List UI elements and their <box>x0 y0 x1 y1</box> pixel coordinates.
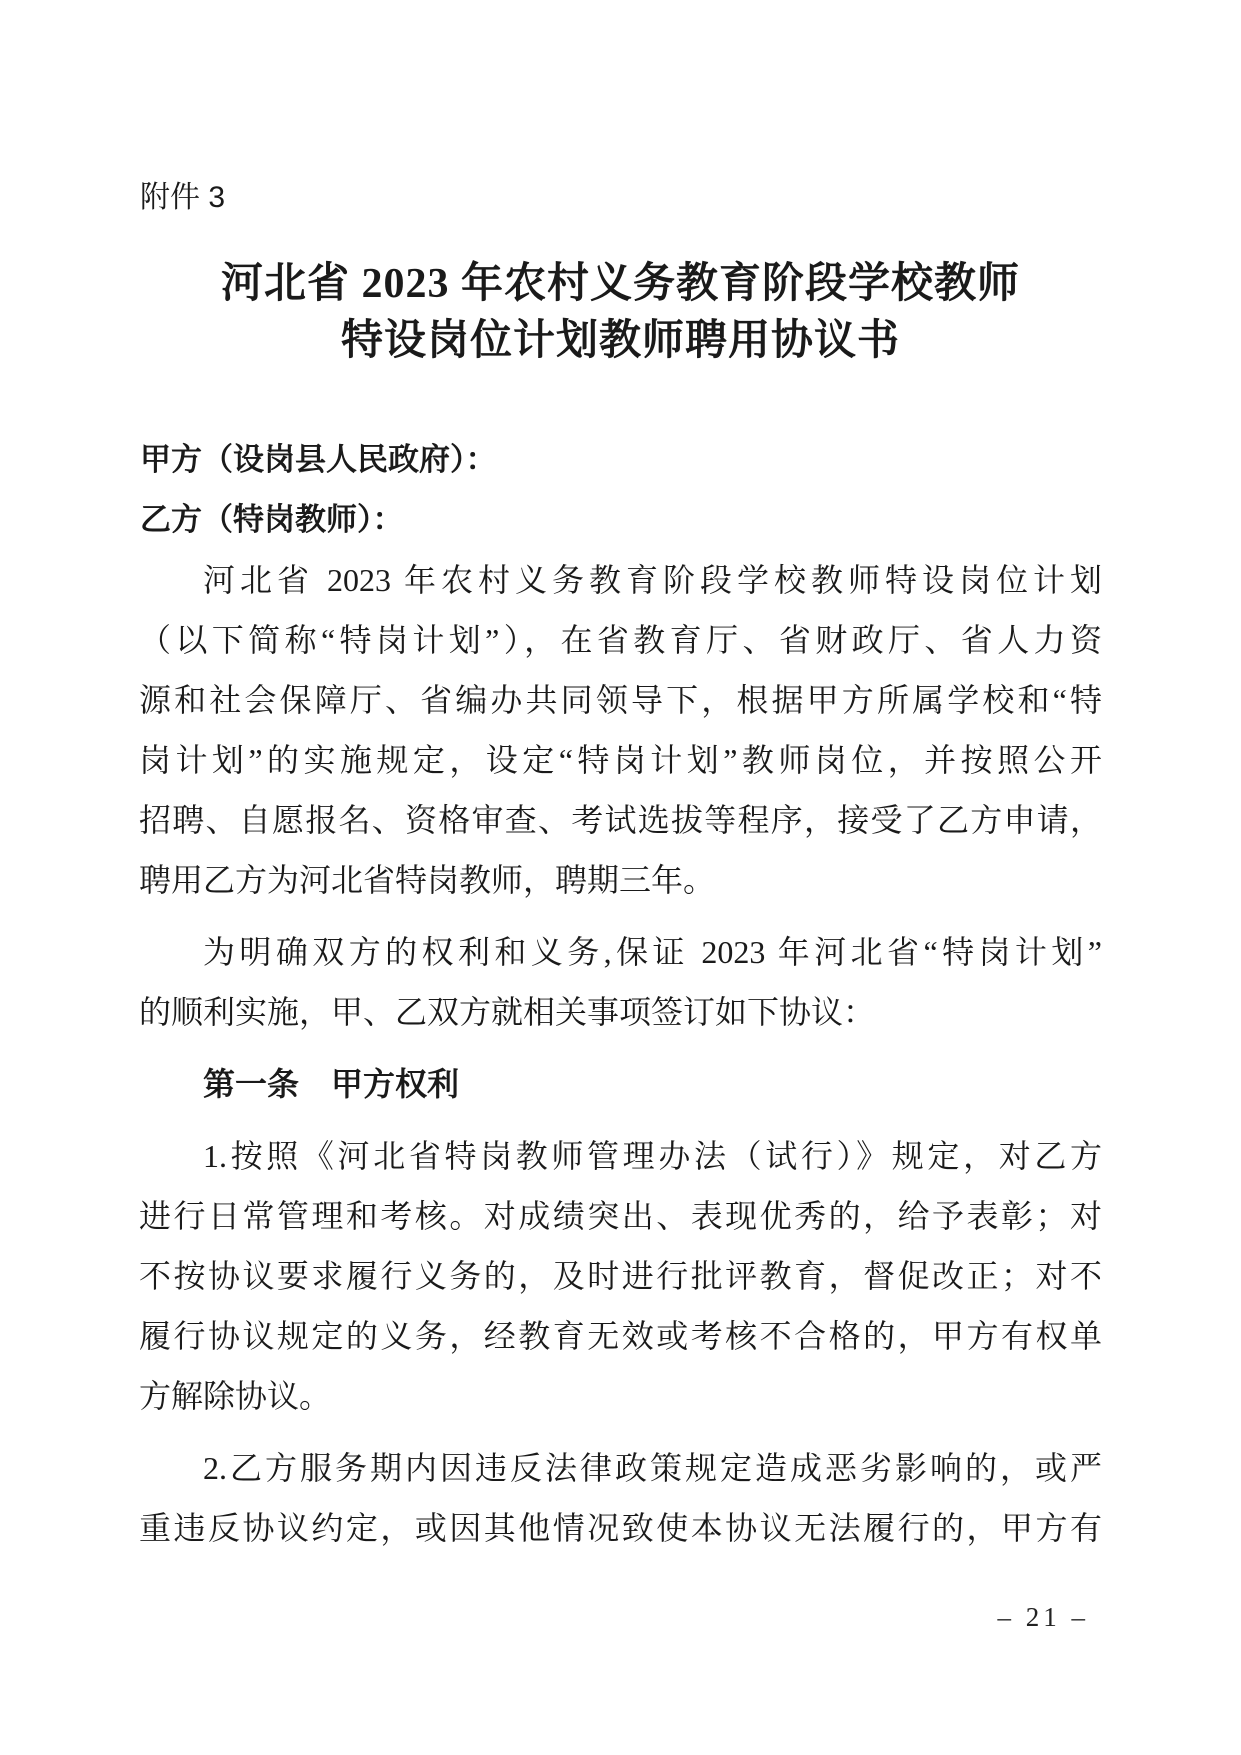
text-line: 方解除协议。 <box>139 1378 332 1414</box>
article-1-heading: 第一条 甲方权利 <box>203 1066 460 1102</box>
paragraph-article1-item2 <box>139 1438 1102 1558</box>
page-number: – 21 – <box>997 1602 1089 1632</box>
party-a-label: 甲方（设岗县人民政府）： <box>140 442 497 477</box>
text-line: 岗计划”的实施规定，设定“特岗计划”教师岗位，并按照公开 <box>139 742 1102 778</box>
parties-block <box>140 430 1103 550</box>
party-b-label: 乙方（特岗教师）： <box>140 502 404 537</box>
text-line: 源和社会保障厅、省编办共同领导下，根据甲方所属学校和“特 <box>139 682 1102 718</box>
text-line: 履行协议规定的义务，经教育无效或考核不合格的，甲方有权单 <box>139 1318 1102 1354</box>
text-line: 进行日常管理和考核。对成绩突出、表现优秀的，给予表彰；对 <box>139 1198 1102 1234</box>
paragraph-purpose <box>139 922 1102 1042</box>
paragraph-article1-item1 <box>139 1126 1102 1426</box>
text-line: 2.乙方服务期内因违反法律政策规定造成恶劣影响的，或严 <box>203 1450 1102 1486</box>
attachment-label: 附件 3 <box>140 181 226 214</box>
text-line: （以下简称“特岗计划”），在省教育厅、省财政厅、省人力资 <box>139 622 1102 658</box>
text-line: 不按协议要求履行义务的，及时进行批评教育，督促改正；对不 <box>139 1258 1102 1294</box>
text-line: 招聘、自愿报名、资格审查、考试选拔等程序，接受了乙方申请， <box>139 802 1102 838</box>
document-title-line-2: 特设岗位计划教师聘用协议书 <box>340 318 900 364</box>
text-line: 为明确双方的权利和义务,保证 2023 年河北省“特岗计划” <box>203 934 1102 970</box>
text-line: 河北省 2023 年农村义务教育阶段学校教师特设岗位计划 <box>203 562 1102 598</box>
text-line: 重违反协议约定，或因其他情况致使本协议无法履行的，甲方有 <box>139 1510 1102 1546</box>
text-line: 聘用乙方为河北省特岗教师，聘期三年。 <box>139 862 716 898</box>
text-line: 1.按照《河北省特岗教师管理办法（试行）》规定，对乙方 <box>203 1138 1102 1174</box>
document-body <box>139 550 1102 1570</box>
document-title <box>139 256 1102 370</box>
text-line: 的顺利实施，甲、乙双方就相关事项签订如下协议： <box>139 994 876 1030</box>
document-title-line-1: 河北省 2023 年农村义务教育阶段学校教师 <box>220 261 1020 307</box>
paragraph-intro <box>139 550 1102 910</box>
